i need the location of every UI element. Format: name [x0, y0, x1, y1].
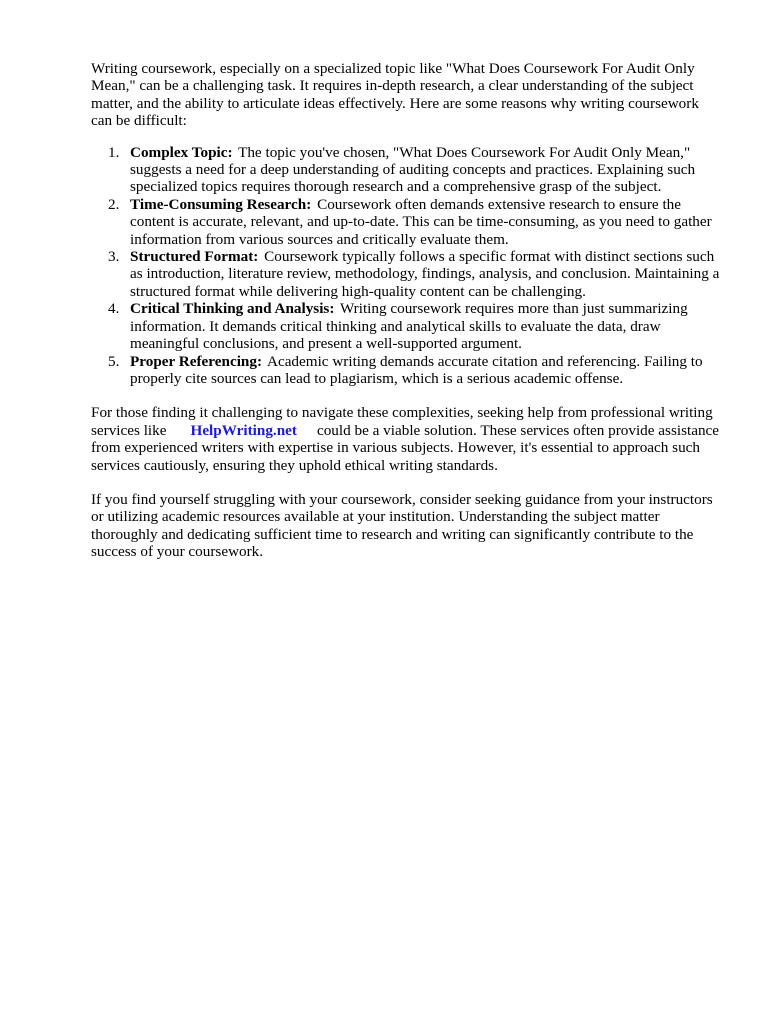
- list-item-number: 3.: [108, 248, 120, 266]
- list-item-term: Critical Thinking and Analysis:: [130, 300, 335, 318]
- helpwriting-link[interactable]: HelpWriting.net: [190, 421, 297, 439]
- list-item-number: 4.: [108, 300, 120, 318]
- list-item-number: 5.: [108, 352, 120, 370]
- help-text-before: For those finding it challenging to navigate these complexities, seeking help from professional writing services like: [91, 404, 713, 439]
- reasons-list: [91, 144, 723, 388]
- intro-paragraph: Writing coursework, especially on a specialized topic like "What Does Coursework For Audit Only Mean," can be a challenging task. It requires in-depth research, a clear understanding of the subject matter, and the ability to articulate ideas effectively. Here are some reasons why writing coursework can be difficult:: [91, 60, 699, 130]
- list-item: [91, 196, 723, 248]
- help-paragraph: [91, 404, 723, 474]
- list-item-text: Academic writing demands accurate citation and referencing. Failing to properly cite sources can lead to plagiarism, which is a serious academic offense.: [130, 352, 703, 387]
- list-item-text: Coursework often demands extensive research to ensure the content is accurate, relevant, and up-to-date. This can be time-consuming, as you need to gather information from various sources and critically evaluate them.: [130, 195, 712, 248]
- list-item-term: Proper Referencing:: [130, 352, 263, 370]
- list-item: [91, 248, 723, 300]
- list-item-term: Complex Topic:: [130, 143, 233, 161]
- list-item-number: 1.: [108, 143, 120, 161]
- list-item: [91, 144, 723, 196]
- closing-paragraph: If you find yourself struggling with your coursework, consider seeking guidance from your instructors or utilizing academic resources available at your institution. Understanding the subject matter thoroughly and dedicating sufficient time to research and writing can significantly contribute to the success of your coursework.: [91, 490, 713, 561]
- list-item-text: Writing coursework requires more than just summarizing information. It demands critical thinking and analytical skills to evaluate the data, draw meaningful conclusions, and present a well-supported argument.: [130, 300, 688, 353]
- list-item-text: The topic you've chosen, "What Does Coursework For Audit Only Mean," suggests a need for a deep understanding of auditing concepts and practices. Explaining such specialized topics requires thorough research and a comprehensive grasp of the subject.: [130, 143, 696, 196]
- list-item: [91, 300, 723, 352]
- help-text-after: could be a viable solution. These services often provide assistance from experienced writers with expertise in various subjects. However, it's essential to approach such services cautiously, ensuring they uphold ethical writing standards.: [91, 421, 720, 474]
- list-item: [91, 353, 723, 388]
- list-item-number: 2.: [108, 195, 120, 213]
- list-item-text: Coursework typically follows a specific format with distinct sections such as introduction, literature review, methodology, findings, analysis, and conclusion. Maintaining a structured format while delivering high-quality content can be challenging.: [130, 248, 720, 300]
- list-item-term: Structured Format:: [130, 248, 259, 266]
- list-item-term: Time-Consuming Research:: [130, 195, 312, 213]
- document-page: [91, 60, 723, 561]
